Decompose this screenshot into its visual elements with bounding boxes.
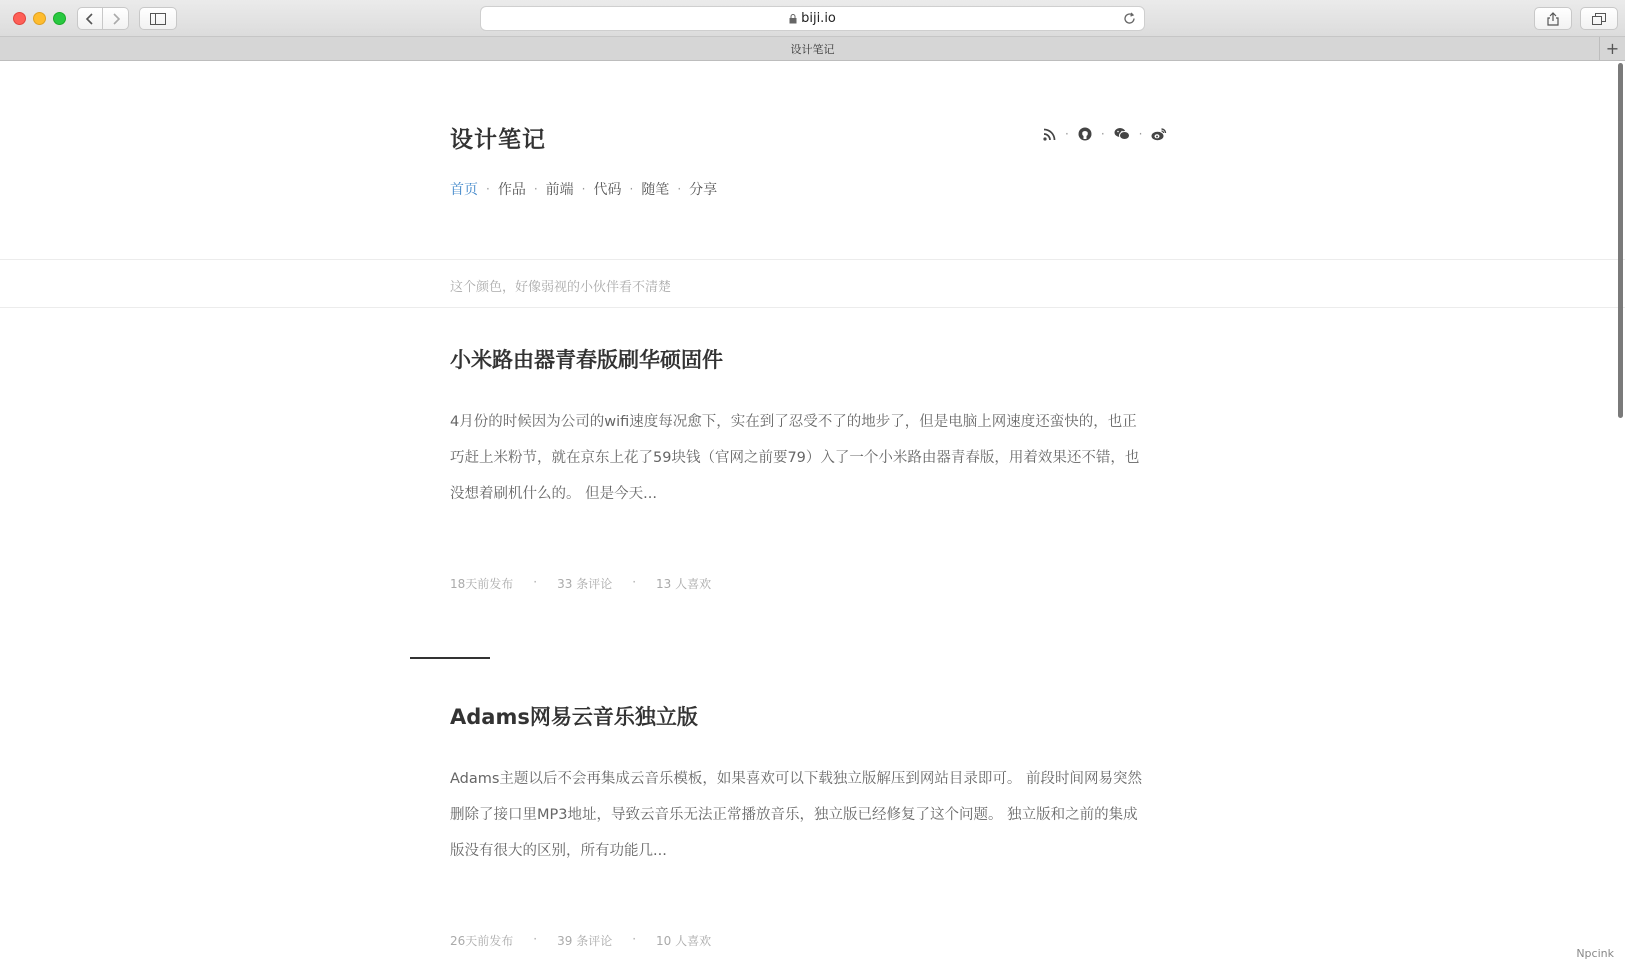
tabs-icon [1592,13,1606,25]
address-bar[interactable] [480,6,1145,31]
nav-item-works[interactable]: 作品 [497,182,526,198]
weibo-icon[interactable] [1151,127,1167,141]
browser-toolbar [0,0,1625,37]
post-title[interactable]: Adams网易云音乐独立版 [450,705,698,729]
watermark: Npcink [1576,947,1614,960]
meta-separator: · [533,932,538,946]
tab-bar [0,37,1625,61]
social-separator: · [1100,127,1105,141]
post-meta [450,932,711,949]
show-tabs-button[interactable] [1580,7,1618,30]
nav-item-frontend[interactable]: 前端 [545,182,574,198]
forward-button[interactable] [103,7,129,30]
post-meta [450,575,711,592]
wechat-icon[interactable] [1114,127,1130,141]
meta-separator: · [533,575,538,589]
maximize-window-button[interactable] [53,12,66,25]
new-tab-button[interactable]: + [1599,37,1625,60]
meta-separator: · [632,932,637,946]
social-separator: · [1138,127,1143,141]
post-comments[interactable]: 33 条评论 [557,577,613,591]
sidebar-toggle-button[interactable] [139,7,177,30]
sidebar-icon [150,13,166,25]
lock-icon [789,14,797,24]
page-scrollbar[interactable] [1618,63,1623,418]
notice-text: 这个颜色，好像弱视的小伙伴看不清楚 [450,280,672,295]
chevron-right-icon [111,13,121,25]
social-links [1043,127,1167,141]
nav-item-share[interactable]: 分享 [689,182,718,198]
post-excerpt: Adams主题以后不会再集成云音乐模板，如果喜欢可以下载独立版解压到网站目录即可。 前段时间网易突然删除了接口里MP3地址，导致云音乐无法正常播放音乐，独立版已经修复了这个问题。 独立版和之前的集成版没有很大的区别，所有功能几... [450,771,1143,859]
site-title[interactable]: 设计笔记 [450,127,546,153]
minimize-window-button[interactable] [33,12,46,25]
nav-separator: · [486,182,490,196]
close-window-button[interactable] [13,12,26,25]
rss-icon[interactable] [1043,128,1056,141]
post-title[interactable]: 小米路由器青春版刷华硕固件 [450,348,723,372]
web-page [0,61,1625,968]
post-date: 18天前发布 [450,577,514,591]
post-excerpt: 4月份的时候因为公司的wifi速度每况愈下，实在到了忍受不了的地步了，但是电脑上网速度还蛮快的，也正巧赶上米粉节，就在京东上花了59块钱（官网之前要79）入了一个小米路由器青春版，用着效果还不错，也没想着刷机什么的。 但是今天... [450,414,1140,502]
share-button[interactable] [1534,7,1572,30]
post-likes[interactable]: 10 人喜欢 [656,934,712,948]
post-date: 26天前发布 [450,934,514,948]
nav-separator: · [581,182,586,196]
post-divider [410,657,490,659]
notice-bar [0,259,1625,308]
nav-item-home[interactable]: 首页 [450,182,478,198]
social-separator: · [1065,127,1069,141]
nav-separator: · [533,182,538,196]
url-text: biji.io [801,11,836,26]
share-icon [1547,12,1559,26]
reload-icon[interactable] [1123,12,1136,25]
back-button[interactable] [77,7,103,30]
post-likes[interactable]: 13 人喜欢 [656,577,712,591]
nav-separator: · [629,182,634,196]
github-icon[interactable] [1078,127,1092,141]
post-comments[interactable]: 39 条评论 [557,934,613,948]
main-nav [450,179,717,199]
nav-item-essays[interactable]: 随笔 [641,182,670,198]
meta-separator: · [632,575,637,589]
tab-title[interactable]: 设计笔记 [790,42,835,56]
chevron-left-icon [85,13,95,25]
nav-item-code[interactable]: 代码 [593,182,622,198]
nav-separator: · [677,182,682,196]
